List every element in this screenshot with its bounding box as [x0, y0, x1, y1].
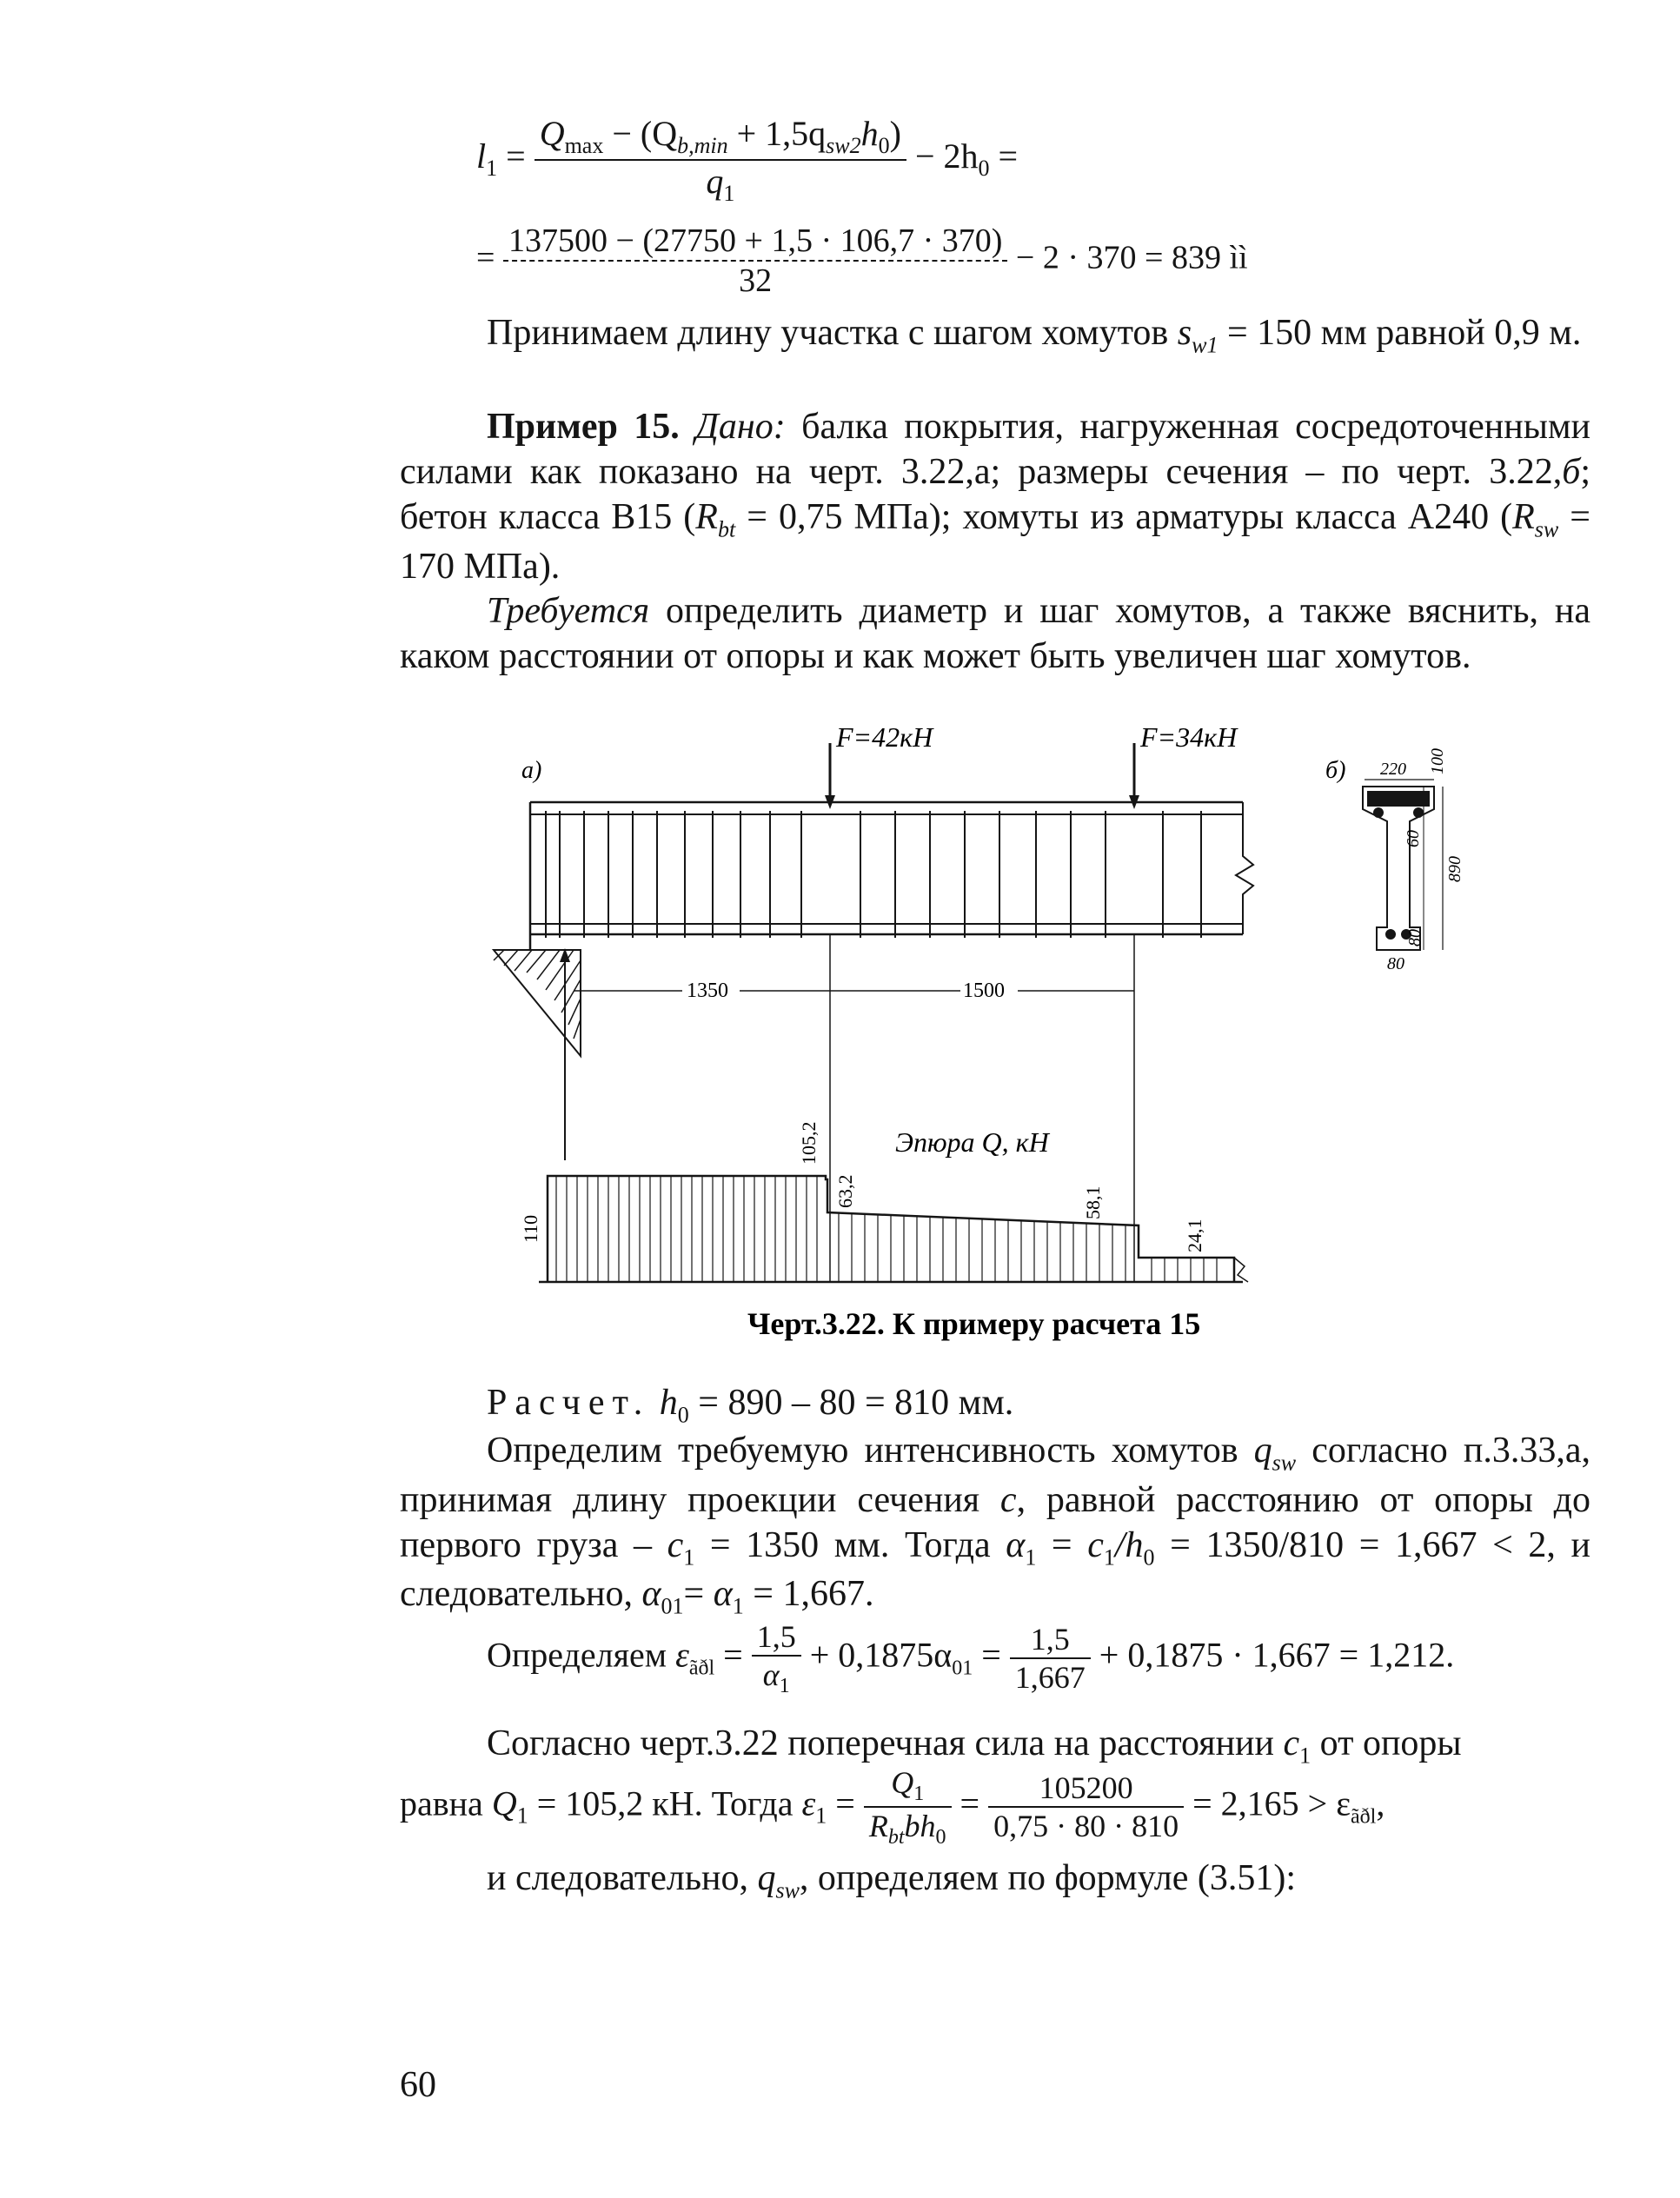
q-label-58-1: 58,1 — [1082, 1185, 1104, 1219]
q-epure — [539, 1176, 1248, 1282]
cross-section — [1363, 780, 1443, 950]
dim-80-horizontal: 80 — [1387, 954, 1404, 973]
q-label-24-1: 24,1 — [1184, 1219, 1205, 1252]
paragraph-required: Требуется определить диаметр и шаг хомутов, а также вяснить, на каком расстоянии от опоры и как может быть увеличен шаг хомутов. — [400, 591, 1590, 677]
figure-label-b: б) — [1325, 757, 1346, 784]
dim-220: 220 — [1380, 760, 1406, 779]
paragraph-force: Согласно черт.3.22 поперечная сила на расстоянии $c_1$ от опоры — [487, 1723, 1462, 1769]
figure-caption: Черт.3.22. К примеру расчета 15 — [747, 1306, 1201, 1341]
epure-title: Эпюра Q, кН — [895, 1126, 1049, 1158]
span-label-1350: 1350 — [687, 979, 728, 1002]
formula-l1-numeric: = $\frac{137500 - (27750 + 1,5 \cdot 106,7 \cdot 370)}{32}$ − 2 · 370 = 839 ìì — [476, 222, 1248, 299]
q-label-110: 110 — [520, 1214, 541, 1243]
q-label-105-2: 105,2 — [798, 1121, 820, 1165]
paragraph-accept: Принимаем длину участка с шагом хомутов $s_{w1} = 150$ мм равной 0,9 м. — [487, 313, 1582, 358]
beam-elevation — [530, 802, 1253, 950]
dim-890: 890 — [1445, 856, 1464, 882]
formula-l1-fraction: $\frac{Q_{max} - (Q_{b,min} + 1,5q_{sw2}h_0)}{q_1}$ — [535, 113, 906, 207]
force-label-2: F=34кН — [1140, 726, 1238, 753]
dim-100: 100 — [1428, 748, 1447, 774]
q-label-63-2: 63,2 — [834, 1174, 856, 1208]
span-label-1500: 1500 — [963, 979, 1005, 1002]
figure-3-22 — [487, 726, 1547, 1351]
formula-l1-numeric-fraction: $\frac{137500 - (27750 + 1,5 \cdot 106,7 \cdot 370)}{32}$ — [503, 222, 1007, 300]
formula-epsilon-1: равна $Q_1 = 105,2$ кН. Тогда $\varepsilon_1$ = $\frac{Q_1}{R_{bt}bh_0}$ = $\frac{105200}{0,75 \cdot 80 \cdot 810}$ = $2,165 > \varepsilon_{ãðl}$, — [400, 1765, 1385, 1849]
paragraph-example: Пример 15. Дано: балка покрытия, нагруженная сосредоточенными силами как показано на черт. 3.22,а; размеры сечения – по черт. 3.22,б; бетон класса В15 ($R_{bt} = 0,75$ МПа); хомуты из арматуры класса А240 ($R_{sw} = 170$ МПа). — [400, 407, 1591, 587]
page-number: 60 — [400, 2065, 436, 2105]
dim-80-vertical: 80 — [1405, 929, 1424, 946]
force-label-1: F=42кН — [836, 726, 933, 753]
figure-label-a: а) — [521, 757, 542, 784]
paragraph-hence: и следовательно, $q_{sw}$, определяем по формуле (3.51): — [487, 1858, 1297, 1903]
span-dimensions — [574, 934, 1134, 1282]
paragraph-calc: Расчет. $h_0 = 890 - 80 = 810$ мм. — [487, 1383, 1014, 1428]
support — [494, 948, 581, 1160]
paragraph-define: Определим требуемую интенсивность хомутов $q_{sw}$ согласно п.3.33,а, принимая длину проекции сечения c, равной расстоянию от опоры до первого груза – $c_1 = 1350$ мм. Тогда $\alpha_1 = c_1/h_0 = 1350/810 = 1,667 < 2$, и следовательно, $\alpha_{01}= \alpha_1 = 1,667$. — [400, 1431, 1590, 1619]
formula-l1: $l_1$ = $\frac{Q_{max} - (Q_{b,min} + 1,5q_{sw2}h_0)}{q_1}$ − $2h_0$ = — [476, 114, 1019, 206]
formula-epsilon-limit: Определяем $\varepsilon_{ãðl}$ = $\frac{1,5}{\alpha_1}$ + $0,1875\alpha_{01}$ = $\frac{1,5}{1,667}$ + 0,1875 · 1,667 = 1,212. — [487, 1619, 1455, 1698]
dim-60: 60 — [1404, 830, 1423, 847]
